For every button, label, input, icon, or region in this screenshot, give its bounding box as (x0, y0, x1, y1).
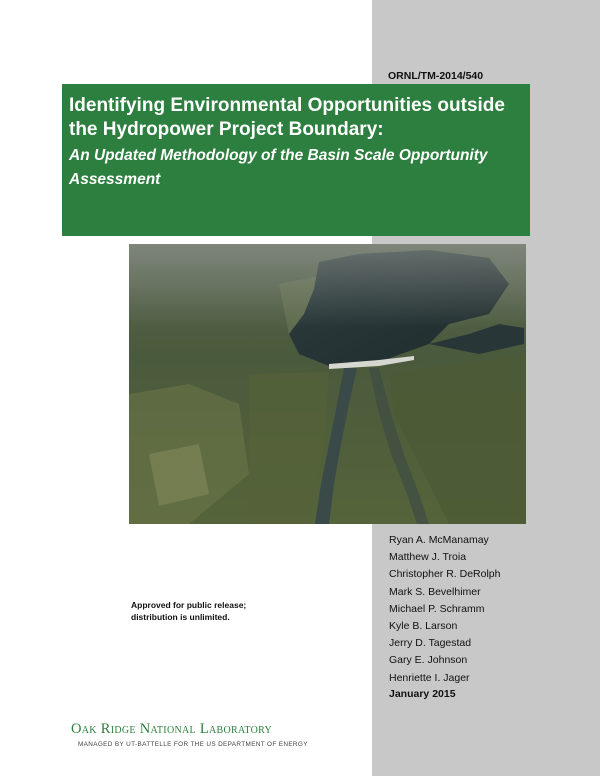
author-name: Christopher R. DeRolph (389, 568, 501, 581)
report-title: Identifying Environmental Opportunities outside the Hydropower Project Boundary: (69, 95, 505, 140)
release-statement (131, 599, 246, 623)
report-date: January 2015 (389, 688, 456, 700)
author-name: Michael P. Schramm (389, 602, 485, 615)
author-name: Gary E. Johnson (389, 654, 468, 667)
author-name: Kyle B. Larson (389, 620, 458, 633)
author-list (389, 532, 500, 687)
cover-photo-dam-aerial (129, 244, 526, 524)
author-name: Mark S. Bevelhimer (389, 585, 481, 598)
lab-logo-name: Oak Ridge National Laboratory (71, 721, 273, 737)
release-line: Approved for public release; (131, 600, 247, 610)
release-line: distribution is unlimited. (131, 612, 230, 622)
author-name: Jerry D. Tagestad (389, 637, 472, 650)
report-subtitle: An Updated Methodology of the Basin Scale Opportunity Assessment (69, 147, 488, 188)
author-name: Matthew J. Troia (389, 551, 467, 564)
report-number: ORNL/TM-2014/540 (388, 70, 484, 82)
lab-logo-tagline: MANAGED BY UT-BATTELLE FOR THE US DEPARTMENT OF ENERGY (78, 741, 308, 748)
author-name: Ryan A. McManamay (389, 534, 489, 546)
title-block (62, 84, 530, 236)
author-name: Henriette I. Jager (389, 671, 470, 684)
